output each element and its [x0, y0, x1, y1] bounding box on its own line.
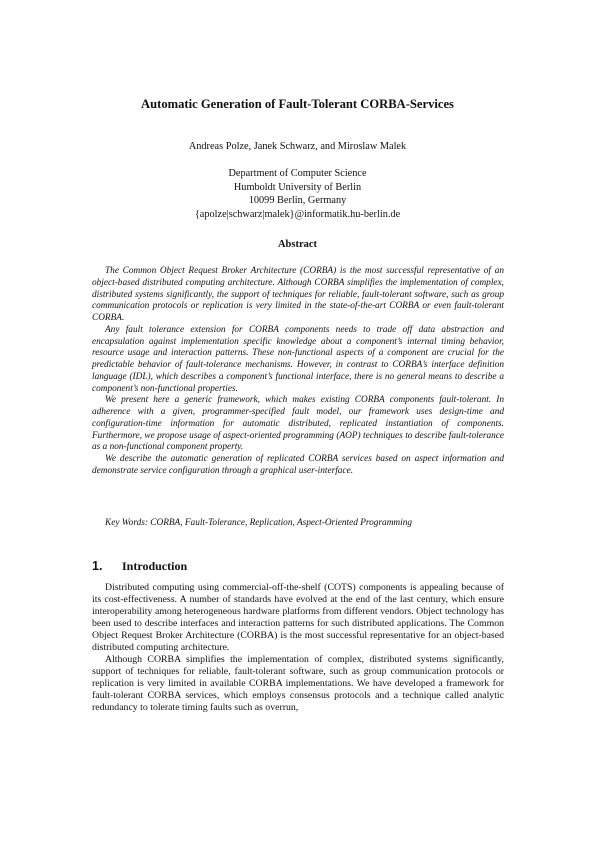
section-heading — [92, 559, 187, 574]
affiliation-address: 10099 Berlin, Germany — [248, 195, 347, 206]
abstract-paragraph: We describe the automatic generation of replicated CORBA services based on aspect information and demonstrate service configuration through a graphical user-interface. — [92, 454, 504, 476]
section-title: Introduction — [122, 559, 188, 573]
body-paragraph: Although CORBA simplifies the implementation of complex, distributed systems significantly, support of techniques for reliable, fault-tolerant software, such as group communication protocols or replication is very limited in available CORBA implementations. We have developed a framework for fault-tolerant CORBA services, which employs consensus protocols and a technique called analytic redundancy to tolerate timing faults such as overrun, — [92, 653, 504, 713]
author-list: Andreas Polze, Janek Schwarz, and Miroslaw Malek — [188, 141, 407, 152]
abstract-paragraph: Any fault tolerance extension for CORBA components needs to trade off data abstraction and encapsulation against implementation specific knowledge about a component’s internal timing behavior, resource usage and interaction patterns. These non-functional aspects of a component are crucial for the predictable behavior of fault-tolerance mechanisms. However, in contrast to CORBA’s interface definition language (IDL), which describes a component’s functional interface, there is no general means to describe a component’s non-functional properties. — [92, 324, 504, 394]
affiliation-university: Humboldt University of Berlin — [233, 181, 362, 193]
abstract-heading: Abstract — [277, 239, 318, 250]
body-text — [92, 582, 504, 713]
abstract-text — [92, 266, 504, 478]
keywords-line: Key Words: CORBA, Fault-Tolerance, Replication, Aspect-Oriented Programming — [105, 518, 413, 528]
section-number: 1. — [92, 559, 103, 573]
abstract-paragraph: We present here a generic framework, which makes existing CORBA components fault-tolerant. In adherence with a given, programmer-specified fault model, our framework uses design-time and configuration-time information for automatic distributed, replicated instantiation of components. Furthermore, we propose usage of aspect-oriented programming (AOP) techniques to describe fault-tolerance as a non-functional component property. — [92, 395, 504, 453]
affiliation-email: {apolze|schwarz|malek}@informatik.hu-berlin.de — [194, 208, 401, 220]
affiliation-department: Department of Computer Science — [228, 168, 367, 179]
paper-title: Automatic Generation of Fault-Tolerant CORBA-Services — [141, 97, 454, 111]
abstract-paragraph: The Common Object Request Broker Architecture (CORBA) is the most successful representative of an object-based distributed computing architecture. Although CORBA simplifies the implementation of complex, distributed systems significantly, the support of techniques for reliable, fault-tolerant software, such as group communication protocols or replication is very limited in the state-of-the-art CORBA or even fault-tolerant CORBA. — [92, 266, 504, 323]
affiliation-block — [0, 167, 595, 221]
body-paragraph: Distributed computing using commercial-off-the-shelf (COTS) components is appealing because of its cost-effectiveness. A number of standards have evolved at the end of the last century, which ensure interoperability among heterogeneous hardware platforms from different vendors. Object technology has been used to describe interfaces and interaction patterns for such distributed applications. The Common Object Request Broker Architecture (CORBA) is the most successful representative for an object-based distributed computing architecture. — [92, 582, 504, 653]
